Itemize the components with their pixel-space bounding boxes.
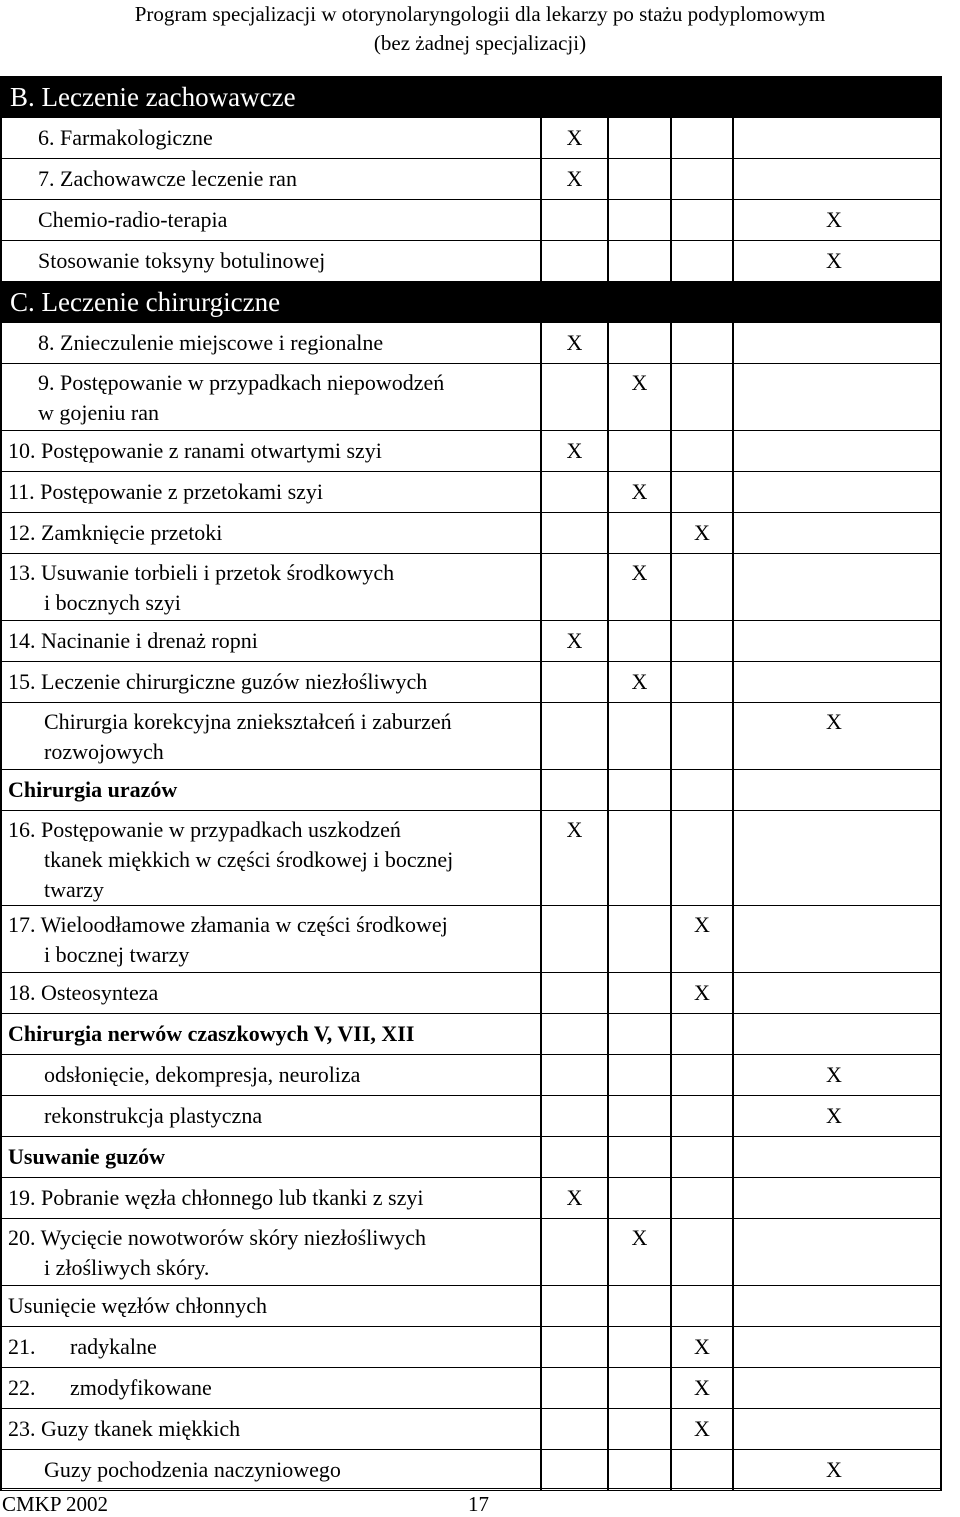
procedure-line-continued: i bocznych szyi: [44, 590, 181, 615]
table-row: [1, 1450, 941, 1491]
procedure-name: [1, 364, 541, 431]
mark-cell-d: X: [733, 241, 941, 282]
table-row: [1, 200, 941, 241]
section-title: [1, 282, 541, 323]
mark-cell-b: [608, 1178, 671, 1219]
mark-cell-b: [608, 513, 671, 554]
mark-cell-a: [541, 282, 608, 323]
procedure-line: 10. Postępowanie z ranami otwartymi szyi: [8, 438, 382, 463]
table-row: [1, 1409, 941, 1450]
mark-cell-c: [671, 323, 733, 364]
procedure-line-continued: tkanek miękkich w części środkowej i bocznej: [44, 847, 454, 872]
table-row: [1, 241, 941, 282]
procedure-line: 6. Farmakologiczne: [38, 125, 213, 150]
mark-cell-a: [541, 1014, 608, 1055]
header-subtitle: (bez żadnej specjalizacji): [373, 31, 587, 55]
mark-cell-a: [541, 703, 608, 770]
procedure-name: [1, 811, 541, 906]
procedure-number: 21.: [8, 1334, 36, 1359]
mark-cell-c: X: [671, 906, 733, 973]
mark-cell-a: [541, 1409, 608, 1450]
procedure-line: 17. Wieloodłamowe złamania w części środkowej: [8, 912, 448, 937]
procedure-name: [1, 1450, 541, 1491]
mark-cell-b: [608, 282, 671, 323]
mark-cell-b: [608, 77, 671, 118]
procedure-name: [1, 1178, 541, 1219]
procedure-line: 23. Guzy tkanek miękkich: [8, 1416, 241, 1441]
mark-cell-c: [671, 118, 733, 159]
mark-cell-a: [541, 513, 608, 554]
mark-cell-d: [733, 282, 941, 323]
mark-cell-d: [733, 323, 941, 364]
procedure-name: [1, 472, 541, 513]
mark-cell-b: [608, 1096, 671, 1137]
mark-cell-b: [608, 811, 671, 906]
procedure-name: [1, 1327, 541, 1368]
mark-cell-a: X: [541, 118, 608, 159]
mark-cell-c: [671, 554, 733, 621]
table-row: [1, 1096, 941, 1137]
mark-cell-d: [733, 662, 941, 703]
mark-cell-c: [671, 1014, 733, 1055]
mark-cell-a: [541, 77, 608, 118]
table-row: [1, 703, 941, 770]
mark-cell-d: X: [733, 703, 941, 770]
table-row: [1, 1055, 941, 1096]
mark-cell-c: [671, 811, 733, 906]
mark-cell-a: [541, 1450, 608, 1491]
table-row: [1, 472, 941, 513]
mark-cell-d: [733, 364, 941, 431]
table-row: [1, 662, 941, 703]
table-row: [1, 323, 941, 364]
table-row: [1, 118, 941, 159]
mark-cell-d: [733, 621, 941, 662]
procedure-number: 22.: [8, 1375, 36, 1400]
mark-cell-c: X: [671, 1409, 733, 1450]
mark-cell-d: [733, 1368, 941, 1409]
procedures-table-body: [1, 77, 941, 1491]
mark-cell-d: [733, 973, 941, 1014]
mark-cell-b: X: [608, 364, 671, 431]
mark-cell-b: [608, 1055, 671, 1096]
mark-cell-d: [733, 1409, 941, 1450]
table-row: [1, 364, 941, 431]
mark-cell-b: [608, 159, 671, 200]
procedure-name: [1, 1368, 541, 1409]
mark-cell-c: [671, 770, 733, 811]
mark-cell-c: [671, 1055, 733, 1096]
mark-cell-d: [733, 554, 941, 621]
procedure-name: [1, 1096, 541, 1137]
mark-cell-a: [541, 1137, 608, 1178]
mark-cell-b: [608, 973, 671, 1014]
mark-cell-d: [733, 906, 941, 973]
table-row: [1, 1178, 941, 1219]
mark-cell-a: X: [541, 811, 608, 906]
mark-cell-d: [733, 431, 941, 472]
mark-cell-a: [541, 1096, 608, 1137]
mark-cell-c: [671, 77, 733, 118]
mark-cell-a: X: [541, 323, 608, 364]
mark-cell-a: [541, 200, 608, 241]
procedure-name: [1, 323, 541, 364]
mark-cell-a: [541, 472, 608, 513]
procedure-line-continued: i bocznej twarzy: [44, 942, 190, 967]
mark-cell-b: [608, 1450, 671, 1491]
mark-cell-d: [733, 1327, 941, 1368]
procedure-name: [1, 770, 541, 811]
header-title: Program specjalizacji w otorynolaryngologii dla lekarzy po stażu podyplomowym: [134, 2, 826, 26]
mark-cell-a: X: [541, 621, 608, 662]
mark-cell-a: [541, 1368, 608, 1409]
procedure-name: [1, 906, 541, 973]
procedure-line: 11. Postępowanie z przetokami szyi: [8, 479, 324, 504]
procedure-name: [1, 513, 541, 554]
page-number: 17: [468, 1492, 489, 1516]
mark-cell-d: [733, 1219, 941, 1286]
procedure-name: [1, 1137, 541, 1178]
mark-cell-b: [608, 1137, 671, 1178]
mark-cell-d: [733, 1014, 941, 1055]
mark-cell-c: [671, 241, 733, 282]
mark-cell-a: [541, 1327, 608, 1368]
mark-cell-a: [541, 906, 608, 973]
procedure-line: Chirurgia korekcyjna zniekształceń i zaburzeń: [44, 709, 452, 734]
mark-cell-d: [733, 118, 941, 159]
procedure-line: 18. Osteosynteza: [8, 980, 159, 1005]
mark-cell-b: [608, 431, 671, 472]
mark-cell-c: X: [671, 1368, 733, 1409]
table-row: [1, 1327, 941, 1368]
mark-cell-c: X: [671, 973, 733, 1014]
table-row: [1, 1368, 941, 1409]
mark-cell-b: X: [608, 1219, 671, 1286]
procedure-line: 14. Nacinanie i drenaż ropni: [8, 628, 258, 653]
mark-cell-c: [671, 1178, 733, 1219]
procedure-line: Usuwanie guzów: [8, 1144, 166, 1169]
mark-cell-c: [671, 472, 733, 513]
mark-cell-a: [541, 1219, 608, 1286]
mark-cell-c: [671, 1286, 733, 1327]
procedure-name: [1, 241, 541, 282]
procedure-line: 7. Zachowawcze leczenie ran: [38, 166, 297, 191]
section-header-row: [1, 282, 941, 323]
mark-cell-d: [733, 77, 941, 118]
procedure-line: 9. Postępowanie w przypadkach niepowodzeń: [38, 370, 445, 395]
procedure-line: 12. Zamknięcie przetoki: [8, 520, 223, 545]
procedure-line: 8. Znieczulenie miejscowe i regionalne: [38, 330, 384, 355]
procedure-name: [1, 1055, 541, 1096]
procedure-line: Chemio-radio-terapia: [38, 207, 228, 232]
mark-cell-b: [608, 703, 671, 770]
mark-cell-d: [733, 472, 941, 513]
procedure-line: 19. Pobranie węzła chłonnego lub tkanki z szyi: [8, 1185, 424, 1210]
mark-cell-a: [541, 554, 608, 621]
mark-cell-b: [608, 1014, 671, 1055]
procedure-line: Chirurgia nerwów czaszkowych V, VII, XII: [8, 1021, 415, 1046]
mark-cell-a: [541, 662, 608, 703]
mark-cell-d: [733, 770, 941, 811]
procedure-name: [1, 703, 541, 770]
table-row: [1, 554, 941, 621]
procedure-label: zmodyfikowane: [70, 1375, 212, 1400]
mark-cell-b: X: [608, 472, 671, 513]
mark-cell-a: [541, 364, 608, 431]
mark-cell-b: [608, 241, 671, 282]
mark-cell-c: [671, 1450, 733, 1491]
procedure-line: Guzy pochodzenia naczyniowego: [44, 1457, 341, 1482]
procedure-line: rekonstrukcja plastyczna: [44, 1103, 263, 1128]
mark-cell-d: [733, 1178, 941, 1219]
table-row: [1, 811, 941, 906]
procedure-name: [1, 554, 541, 621]
mark-cell-b: [608, 118, 671, 159]
mark-cell-d: [733, 1286, 941, 1327]
procedure-line: Usunięcie węzłów chłonnych: [8, 1293, 268, 1318]
mark-cell-c: [671, 1096, 733, 1137]
procedure-name: [1, 1286, 541, 1327]
mark-cell-b: [608, 1327, 671, 1368]
mark-cell-c: [671, 431, 733, 472]
section-header-row: [1, 77, 941, 118]
procedure-line-continued: rozwojowych: [44, 739, 164, 764]
procedure-name: [1, 1409, 541, 1450]
mark-cell-b: [608, 1368, 671, 1409]
mark-cell-a: [541, 1286, 608, 1327]
table-row: [1, 1286, 941, 1327]
table-row: [1, 973, 941, 1014]
mark-cell-d: X: [733, 1055, 941, 1096]
table-row: [1, 770, 941, 811]
mark-cell-b: [608, 1409, 671, 1450]
mark-cell-d: [733, 811, 941, 906]
mark-cell-b: X: [608, 662, 671, 703]
mark-cell-a: X: [541, 159, 608, 200]
mark-cell-b: [608, 1286, 671, 1327]
procedure-line: 16. Postępowanie w przypadkach uszkodzeń: [8, 817, 401, 842]
mark-cell-a: X: [541, 431, 608, 472]
mark-cell-c: [671, 200, 733, 241]
mark-cell-b: [608, 323, 671, 364]
procedure-line: 20. Wycięcie nowotworów skóry niezłośliwych: [8, 1225, 427, 1250]
procedure-name: [1, 1014, 541, 1055]
table-row: [1, 1014, 941, 1055]
mark-cell-c: X: [671, 1327, 733, 1368]
mark-cell-d: X: [733, 1096, 941, 1137]
procedure-line-continued: twarzy: [44, 877, 104, 902]
mark-cell-c: X: [671, 513, 733, 554]
table-row: [1, 431, 941, 472]
procedure-line-continued: w gojeniu ran: [38, 400, 159, 425]
mark-cell-d: X: [733, 200, 941, 241]
table-row: [1, 621, 941, 662]
procedure-line: Stosowanie toksyny botulinowej: [38, 248, 326, 273]
mark-cell-b: [608, 906, 671, 973]
table-row: [1, 906, 941, 973]
page-footer: [0, 1488, 940, 1516]
procedure-name: [1, 1219, 541, 1286]
procedure-name: [1, 973, 541, 1014]
mark-cell-b: [608, 200, 671, 241]
section-title: [1, 77, 541, 118]
mark-cell-c: [671, 662, 733, 703]
procedure-name: [1, 200, 541, 241]
mark-cell-b: [608, 621, 671, 662]
mark-cell-a: [541, 241, 608, 282]
mark-cell-d: [733, 1137, 941, 1178]
mark-cell-c: [671, 282, 733, 323]
mark-cell-c: [671, 1137, 733, 1178]
footer-publisher: CMKP 2002: [2, 1492, 108, 1516]
procedure-name: [1, 662, 541, 703]
page-header: [0, 0, 960, 58]
mark-cell-c: [671, 703, 733, 770]
procedure-name: [1, 159, 541, 200]
mark-cell-b: X: [608, 554, 671, 621]
procedure-line: Chirurgia urazów: [8, 777, 178, 802]
mark-cell-c: [671, 621, 733, 662]
procedure-line: odsłonięcie, dekompresja, neuroliza: [44, 1062, 361, 1087]
procedures-table: [0, 76, 942, 1491]
mark-cell-d: [733, 513, 941, 554]
procedure-name: [1, 118, 541, 159]
table-row: [1, 159, 941, 200]
procedure-line-continued: i złośliwych skóry.: [44, 1255, 210, 1280]
procedure-line: 15. Leczenie chirurgiczne guzów niezłośliwych: [8, 669, 428, 694]
mark-cell-a: [541, 973, 608, 1014]
procedure-line: B. Leczenie zachowawcze: [10, 82, 296, 112]
table-row: [1, 1219, 941, 1286]
procedure-name: [1, 621, 541, 662]
mark-cell-a: X: [541, 1178, 608, 1219]
procedure-line: C. Leczenie chirurgiczne: [10, 287, 281, 317]
table-row: [1, 513, 941, 554]
procedure-line: 13. Usuwanie torbieli i przetok środkowych: [8, 560, 395, 585]
table-row: [1, 1137, 941, 1178]
procedure-label: radykalne: [70, 1334, 157, 1359]
mark-cell-b: [608, 770, 671, 811]
mark-cell-c: [671, 159, 733, 200]
mark-cell-d: [733, 159, 941, 200]
mark-cell-c: [671, 364, 733, 431]
mark-cell-c: [671, 1219, 733, 1286]
mark-cell-d: X: [733, 1450, 941, 1491]
mark-cell-a: [541, 1055, 608, 1096]
mark-cell-a: [541, 770, 608, 811]
procedure-name: [1, 431, 541, 472]
